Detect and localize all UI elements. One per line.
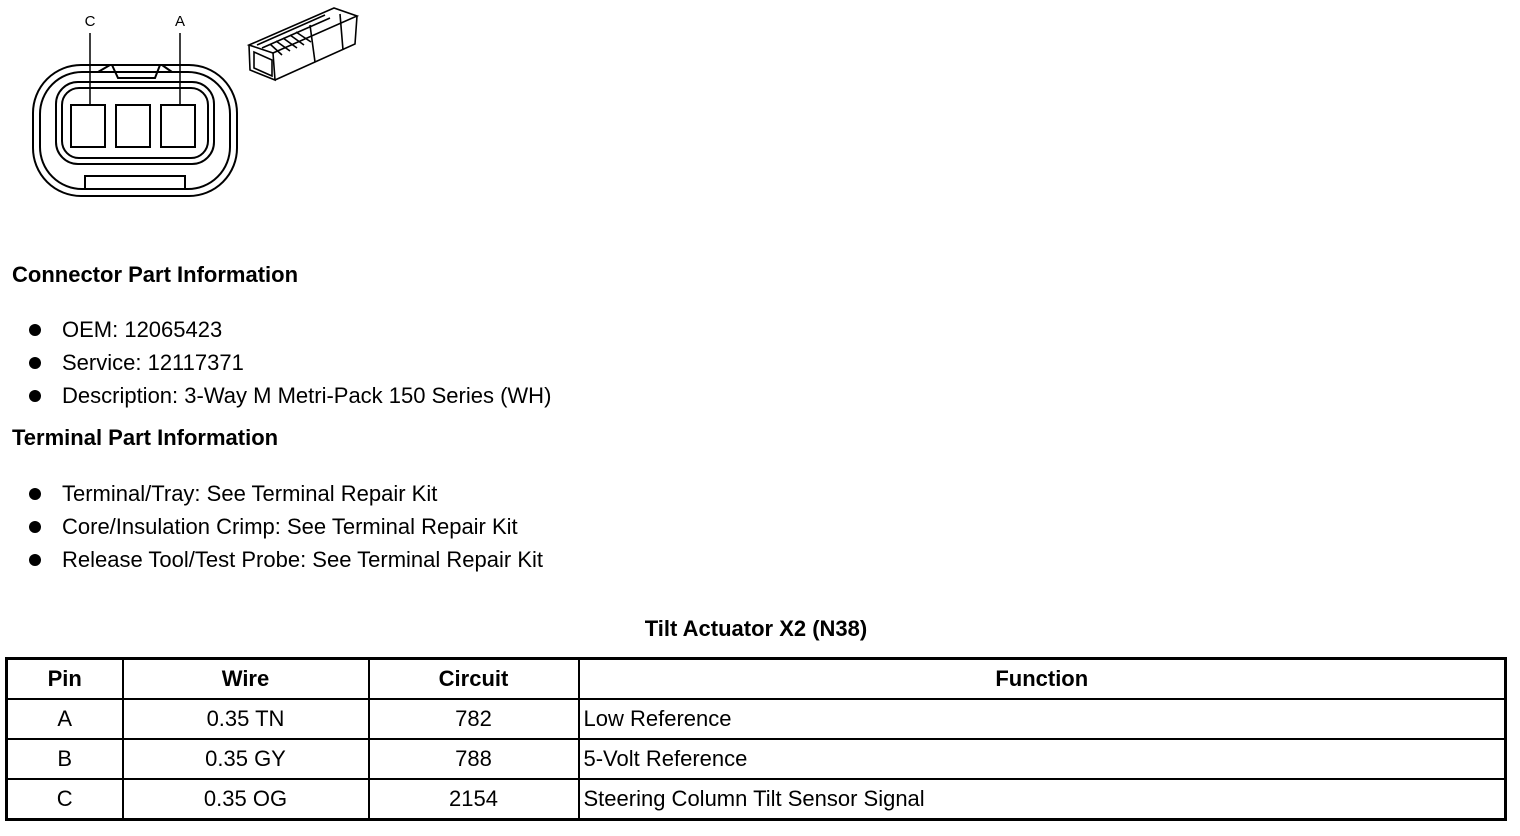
table-row — [7, 699, 1506, 739]
bullet-icon — [29, 488, 41, 500]
pinout-table — [5, 657, 1507, 821]
cell-function: Steering Column Tilt Sensor Signal — [579, 779, 1506, 820]
list-item — [28, 477, 543, 510]
cell-circuit: 2154 — [369, 779, 579, 820]
cell-wire: 0.35 OG — [123, 779, 369, 820]
header-circuit: Circuit — [369, 659, 579, 700]
list-item-text: Terminal/Tray: See Terminal Repair Kit — [62, 481, 438, 506]
connector-part-info-list — [28, 313, 551, 412]
connector-diagram — [0, 0, 380, 210]
bullet-icon — [29, 357, 41, 369]
cell-pin: A — [7, 699, 123, 739]
list-item — [28, 510, 543, 543]
list-item — [28, 313, 551, 346]
header-function: Function — [579, 659, 1506, 700]
terminal-part-info-heading: Terminal Part Information — [12, 425, 279, 450]
list-item-text: Core/Insulation Crimp: See Terminal Repair Kit — [62, 514, 518, 539]
cell-pin: C — [7, 779, 123, 820]
cell-circuit: 788 — [369, 739, 579, 779]
cell-function: 5-Volt Reference — [579, 739, 1506, 779]
connector-isometric-icon — [249, 8, 357, 80]
table-header-row — [7, 659, 1506, 700]
list-item-text: Release Tool/Test Probe: See Terminal Repair Kit — [62, 547, 543, 572]
connector-part-info-heading: Connector Part Information — [12, 262, 299, 287]
bullet-icon — [29, 554, 41, 566]
list-item-text: Service: 12117371 — [62, 350, 244, 375]
list-item — [28, 543, 543, 576]
cell-wire: 0.35 GY — [123, 739, 369, 779]
header-pin: Pin — [7, 659, 123, 700]
header-wire: Wire — [123, 659, 369, 700]
terminal-cavity-c — [71, 105, 105, 147]
bullet-icon — [29, 390, 41, 402]
table-row — [7, 739, 1506, 779]
list-item-text: Description: 3-Way M Metri-Pack 150 Series (WH) — [62, 383, 552, 408]
cell-function: Low Reference — [579, 699, 1506, 739]
connector-face — [33, 65, 237, 196]
cell-pin: B — [7, 739, 123, 779]
pin-label-c: C — [84, 13, 96, 30]
terminal-part-info-list — [28, 477, 543, 576]
bullet-icon — [29, 521, 41, 533]
cell-circuit: 782 — [369, 699, 579, 739]
cell-wire: 0.35 TN — [123, 699, 369, 739]
bullet-icon — [29, 324, 41, 336]
list-item-text: OEM: 12065423 — [62, 317, 223, 342]
pin-label-a: A — [174, 13, 186, 30]
list-item — [28, 379, 551, 412]
table-title: Tilt Actuator X2 (N38) — [644, 616, 868, 641]
terminal-cavity-a — [161, 105, 195, 147]
list-item — [28, 346, 551, 379]
table-row — [7, 779, 1506, 820]
terminal-cavity-b — [116, 105, 150, 147]
